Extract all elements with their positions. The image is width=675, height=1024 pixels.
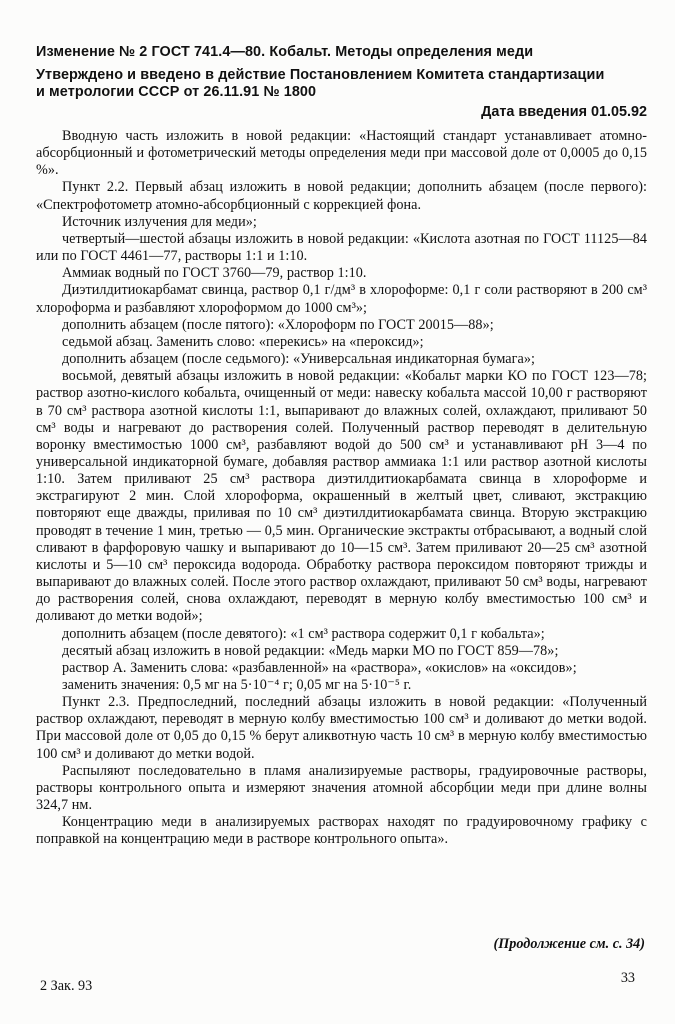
paragraph: четвертый—шестой абзацы изложить в новой редакции: «Кислота азотная по ГОСТ 11125—84 или по ГОСТ 4461—77, растворы 1:1 и 1:10. [36, 230, 647, 265]
paragraph: заменить значения: 0,5 мг на 5·10⁻⁴ г; 0,05 мг на 5·10⁻⁵ г. [62, 677, 412, 693]
paragraph: восьмой, девятый абзацы изложить в новой редакции: «Кобальт марки КО по ГОСТ 123—78; раствор азотно-кислого кобальта, очищенный от меди: навеску кобальта массой 10,00 г растворяют в 70 см³ раствора азотной кислоты 1:1, выпаривают до влажных солей, охлаждают, приливают 50 см³ воды и нагревают до растворения солей. Полученный раствор переводят в делительную воронку вместимостью 1000 см³, разбавляют водой до 500 см³ и устанавливают pH 3—4 по универсальной индикаторной бумаге, добавляя раствор аммиака 1:1 или раствор азотной кислоты 1:10. Затем приливают 25 см³ раствора диэтилдитиокарбамата свинца в хлороформе и экстрагируют 2 мин. Слой хлороформа, окрашенный в желтый цвет, сливают, экстракцию повторяют еще дважды, приливая по 10 см³ диэтилдитиокарбамата свинца. Вторую экстракцию проводят в течение 1 мин, третью — 0,5 мин. Органические экстракты отбрасывают, а водный слой сливают в фарфоровую чашку и выпаривают до 10—15 см³. Затем приливают 20—25 см³ азотной кислоты и 5—10 см³ пероксида водорода. Обработку раствора пероксидом повторяют трижды и выпаривают до влажных солей. После этого раствор охлаждают, приливают 50 см³ воды, нагревают до растворения солей, снова охлаждают, переводят в мерную колбу вместимостью 100 см³ и доливают до метки водой»; [36, 368, 647, 625]
document-body [36, 128, 647, 849]
paragraph: Источник излучения для меди»; [62, 213, 257, 230]
paragraph: Аммиак водный по ГОСТ 3760—79, раствор 1:10. [62, 265, 367, 282]
paragraph: дополнить абзацем (после девятого): «1 см³ раствора содержит 0,1 г кобальта»; [62, 625, 545, 642]
paragraph: раствор А. Заменить слова: «разбавленной» на «раствора», «окислов» на «оксидов»; [62, 659, 577, 676]
approval-line-2: и метрологии СССР от 26.11.91 № 1800 [36, 84, 317, 100]
page-number: 33 [620, 970, 635, 986]
paragraph: десятый абзац изложить в новой редакции: «Медь марки МО по ГОСТ 859—78»; [62, 642, 559, 659]
effective-date: Дата введения 01.05.92 [481, 104, 647, 120]
order-number: 2 Зак. 93 [40, 978, 93, 994]
paragraph: Пункт 2.2. Первый абзац изложить в новой редакции; дополнить абзацем (после первого): «Спектрофотометр атомно-абсорбционный с коррекцией фона. [36, 179, 647, 213]
paragraph: Пункт 2.3. Предпоследний, последний абзацы изложить в новой редакции: «Полученный раствор охлаждают, переводят в мерную колбу вместимостью 100 см³ и доливают до метки водой. При массовой доле от 0,05 до 0,15 % берут аликвотную часть 10 см³ в мерную колбу вместимостью 100 см³ и доливают до метки водой. [36, 694, 647, 762]
document-header [36, 44, 647, 121]
paragraph: дополнить абзацем (после пятого): «Хлороформ по ГОСТ 20015—88»; [62, 316, 494, 333]
paragraph: седьмой абзац. Заменить слово: «перекись» на «пероксид»; [62, 333, 424, 350]
paragraph: Распыляют последовательно в пламя анализируемые растворы, градуировочные растворы, растворы контрольного опыта и измеряют значения атомной абсорбции меди при длине волны 324,7 нм. [36, 762, 647, 814]
paragraph: дополнить абзацем (после седьмого): «Универсальная индикаторная бумага»; [62, 351, 535, 368]
approval-line-1: Утверждено и введено в действие Постановлением Комитета стандартизации [36, 67, 605, 83]
paragraph: Вводную часть изложить в новой редакции: «Настоящий стандарт устанавливает атомно-абсорбционный и фотометрический методы определения меди при массовой доле от 0,0005 до 0,15 %». [36, 128, 647, 179]
continuation-note: (Продолжение см. с. 34) [493, 936, 645, 952]
amendment-title: Изменение № 2 ГОСТ 741.4—80. Кобальт. Методы определения меди [36, 44, 534, 60]
paragraph: Концентрацию меди в анализируемых растворах находят по градуировочному графику с поправкой на концентрацию меди в растворе контрольного опыта». [36, 814, 647, 848]
paragraph: Диэтилдитиокарбамат свинца, раствор 0,1 г/дм³ в хлороформе: 0,1 г соли растворяют в 200 см³ хлороформа и разбавляют хлороформом до 1000 см³»; [36, 282, 647, 316]
